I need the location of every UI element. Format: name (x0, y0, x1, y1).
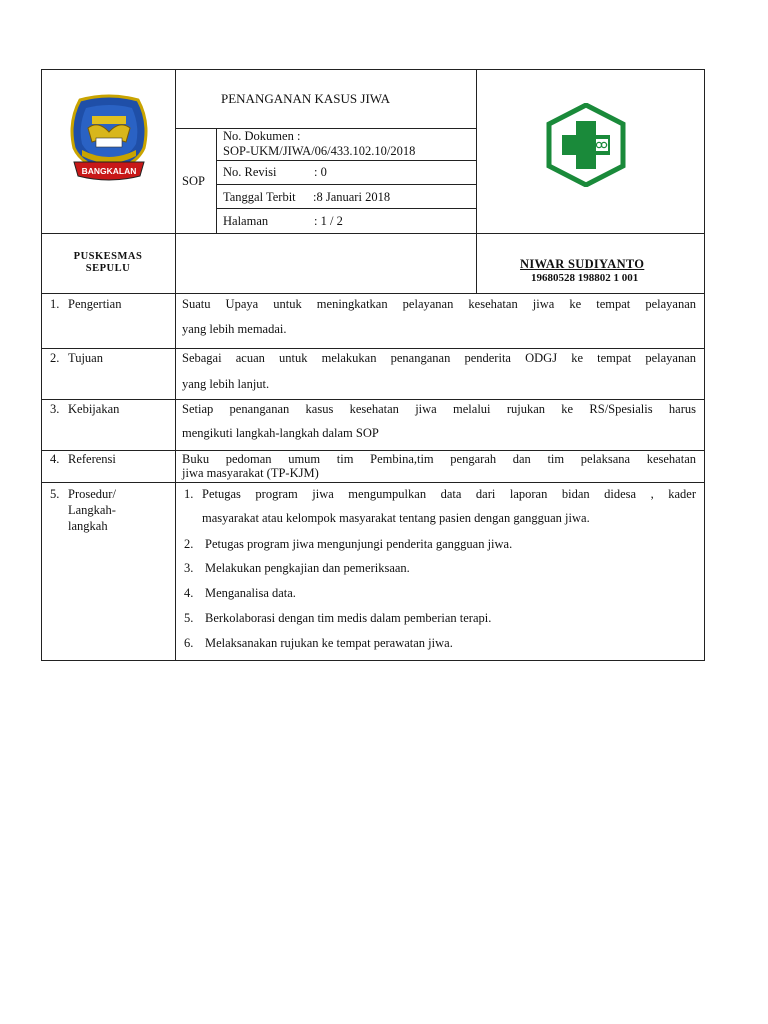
issue-date-label: Tanggal Terbit (223, 190, 296, 204)
divider (41, 450, 705, 451)
section-number: 1. (50, 297, 60, 311)
divider (216, 184, 477, 185)
divider (216, 208, 477, 209)
divider (476, 69, 477, 293)
divider (41, 348, 705, 349)
section-text-line: Sebagai acuan untuk melakukan penanganan penderita ODGJ ke tempat pelayanan (182, 351, 696, 365)
puskesmas-logo (544, 103, 628, 187)
step-number: 4. (184, 586, 194, 600)
divider (41, 399, 705, 400)
section-number: 2. (50, 351, 60, 365)
divider (41, 482, 705, 483)
divider (41, 233, 705, 234)
divider (41, 293, 705, 294)
section-text-line: yang lebih memadai. (182, 322, 287, 336)
step-text: Melakukan pengkajian dan pemeriksaan. (205, 561, 410, 575)
section-number: 3. (50, 402, 60, 416)
section-label: langkah (68, 519, 108, 533)
section-label: Langkah- (68, 503, 116, 517)
page-value: : 1 / 2 (314, 214, 343, 228)
section-label: Referensi (68, 452, 116, 466)
step-text: Menganalisa data. (205, 586, 296, 600)
step-text: masyarakat atau kelompok masyarakat tentang pasien dengan gangguan jiwa. (202, 511, 590, 525)
step-number: 3. (184, 561, 194, 575)
section-text-line: Setiap penanganan kasus kesehatan jiwa melalui rujukan ke RS/Spesialis harus (182, 402, 696, 416)
step-text: Berkolaborasi dengan tim medis dalam pemberian terapi. (205, 611, 492, 625)
bangkalan-emblem-logo (66, 94, 152, 186)
table-border-right (704, 69, 705, 661)
org-name-line1: PUSKESMAS (73, 251, 143, 262)
signer-id: 19680528 198802 1 001 (531, 272, 639, 284)
logo-caption: BANGKALAN (81, 166, 137, 176)
doc-no-label: No. Dokumen : (223, 129, 301, 143)
section-text-line: mengikuti langkah-langkah dalam SOP (182, 426, 379, 440)
step-text: Melaksanakan rujukan ke tempat perawatan jiwa. (205, 636, 453, 650)
signer-name: NIWAR SUDIYANTO (520, 257, 645, 271)
table-border-top (41, 69, 705, 70)
step-number: 2. (184, 537, 194, 551)
step-text: Petugas program jiwa mengunjungi penderita gangguan jiwa. (205, 537, 513, 551)
doc-no-value: SOP-UKM/JIWA/06/433.102.10/2018 (223, 144, 416, 158)
document-title: PENANGANAN KASUS JIWA (221, 91, 391, 106)
page-label: Halaman (223, 214, 269, 228)
section-label: Tujuan (68, 351, 103, 365)
revision-value: : 0 (314, 165, 327, 179)
table-border-left (41, 69, 42, 661)
section-text-line: Suatu Upaya untuk meningkatkan pelayanan kesehatan jiwa ke tempat pelayanan (182, 297, 696, 311)
revision-label: No. Revisi (223, 165, 277, 179)
step-number: 5. (184, 611, 194, 625)
divider (175, 128, 477, 129)
section-text-line: yang lebih lanjut. (182, 377, 270, 391)
sop-label: SOP (182, 174, 205, 188)
divider (216, 128, 217, 233)
section-text-line: jiwa masyarakat (TP-KJM) (182, 466, 319, 480)
step-number: 1. (184, 487, 194, 501)
divider (216, 160, 477, 161)
section-number: 5. (50, 487, 60, 501)
section-label: Pengertian (68, 297, 122, 311)
issue-date-value: :8 Januari 2018 (313, 190, 391, 204)
section-number: 4. (50, 452, 60, 466)
section-label: Kebijakan (68, 402, 120, 416)
section-text-line: Buku pedoman umum tim Pembina,tim pengarah dan tim pelaksana kesehatan (182, 452, 696, 466)
step-number: 6. (184, 636, 194, 650)
divider (175, 69, 176, 661)
org-name-line2: SEPULU (85, 263, 131, 274)
section-label: Prosedur/ (68, 487, 116, 501)
table-border-bottom (41, 660, 705, 661)
step-text: Petugas program jiwa mengumpulkan data dari laporan bidan didesa , kader (202, 487, 696, 501)
